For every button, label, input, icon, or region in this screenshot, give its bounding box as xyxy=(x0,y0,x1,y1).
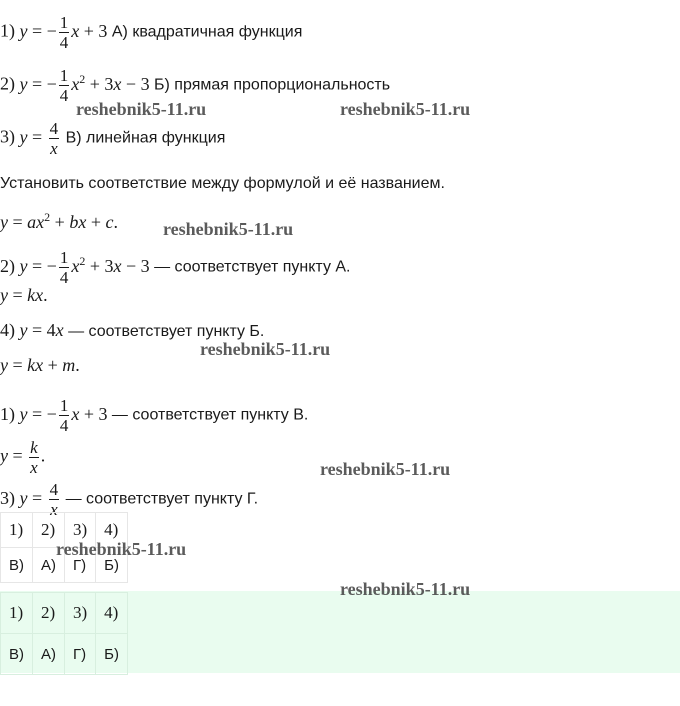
table-cell: В) xyxy=(1,548,33,583)
formula-quadratic-general: $y = ax^2$ + bx + c. xyxy=(0,210,118,232)
task-text: Установить соответствие между формулой и её названием. xyxy=(0,175,445,192)
table-cell: А) xyxy=(33,548,65,583)
table-header-cell: 1) xyxy=(1,513,33,548)
watermark: reshebnik5-11.ru xyxy=(340,579,471,599)
solution-line-2: 2) y = − $\frac{1}{4}$ $x^2 + 3x - 3$ — соответствует пункту А. xyxy=(0,248,351,287)
table-header-cell: 3) xyxy=(65,513,96,548)
item-1-number: 1) xyxy=(0,20,15,41)
table-cell: Б) xyxy=(96,634,128,675)
watermark: reshebnik5-11.ru xyxy=(56,539,187,559)
formula-1: y = − $\frac{1}{4}$ x + 3 xyxy=(19,13,108,52)
watermark: reshebnik5-11.ru xyxy=(76,99,207,119)
formula-inverse-general: y = $\frac{k}{x}$ . xyxy=(0,438,46,477)
item-2-number: 2) xyxy=(0,73,15,94)
table-header-cell: 4) xyxy=(96,513,128,548)
table-row xyxy=(1,634,128,675)
table-cell: Г) xyxy=(65,634,96,675)
watermark: reshebnik5-11.ru xyxy=(320,459,451,479)
item-1-label: А) квадратичная функция xyxy=(111,23,303,41)
table-header-cell: 3) xyxy=(65,593,96,634)
watermark: reshebnik5-11.ru xyxy=(340,99,471,119)
item-2-label: Б) прямая пропорциональность xyxy=(154,76,391,94)
solution-3-text: — соответствует пункту Г. xyxy=(65,490,259,508)
item-3-number: 3) xyxy=(0,126,15,147)
watermark: reshebnik5-11.ru xyxy=(163,219,294,239)
formula-proportional-general: y = kx. xyxy=(0,285,48,305)
table-header-cell: 2) xyxy=(33,593,65,634)
solution-1-text: — соответствует пункту В. xyxy=(111,406,309,424)
watermark: reshebnik5-11.ru xyxy=(200,339,331,359)
final-answer-table xyxy=(0,592,128,675)
table-row xyxy=(1,593,128,634)
table-cell: Б) xyxy=(96,548,128,583)
solution-line-4: 4) y = 4x — соответствует пункту Б. xyxy=(0,320,265,340)
solution-line-1: 1) y = − $\frac{1}{4}$ x + 3 — соответствует пункту В. xyxy=(0,396,309,435)
table-header-cell: 2) xyxy=(33,513,65,548)
solution-4-text: — соответствует пункту Б. xyxy=(68,323,265,340)
item-3 xyxy=(0,119,225,158)
formula-3: y = $\frac{4}{x}$ xyxy=(19,119,59,158)
formula-linear-general: y = kx + m. xyxy=(0,355,80,375)
table-cell: Г) xyxy=(65,548,96,583)
table-header-cell: 1) xyxy=(1,593,33,634)
table-cell: А) xyxy=(33,634,65,675)
solution-2-text: — соответствует пункту А. xyxy=(154,258,351,276)
table-cell: В) xyxy=(1,634,33,675)
item-1 xyxy=(0,13,302,52)
solution-line-3: 3) y = $\frac{4}{x}$ — соответствует пункту Г. xyxy=(0,480,259,519)
item-3-label: В) линейная функция xyxy=(65,129,226,147)
formula-2: y = − $\frac{1}{4}$ $x^2 + 3x - 3$ xyxy=(19,66,150,105)
table-header-cell: 4) xyxy=(96,593,128,634)
